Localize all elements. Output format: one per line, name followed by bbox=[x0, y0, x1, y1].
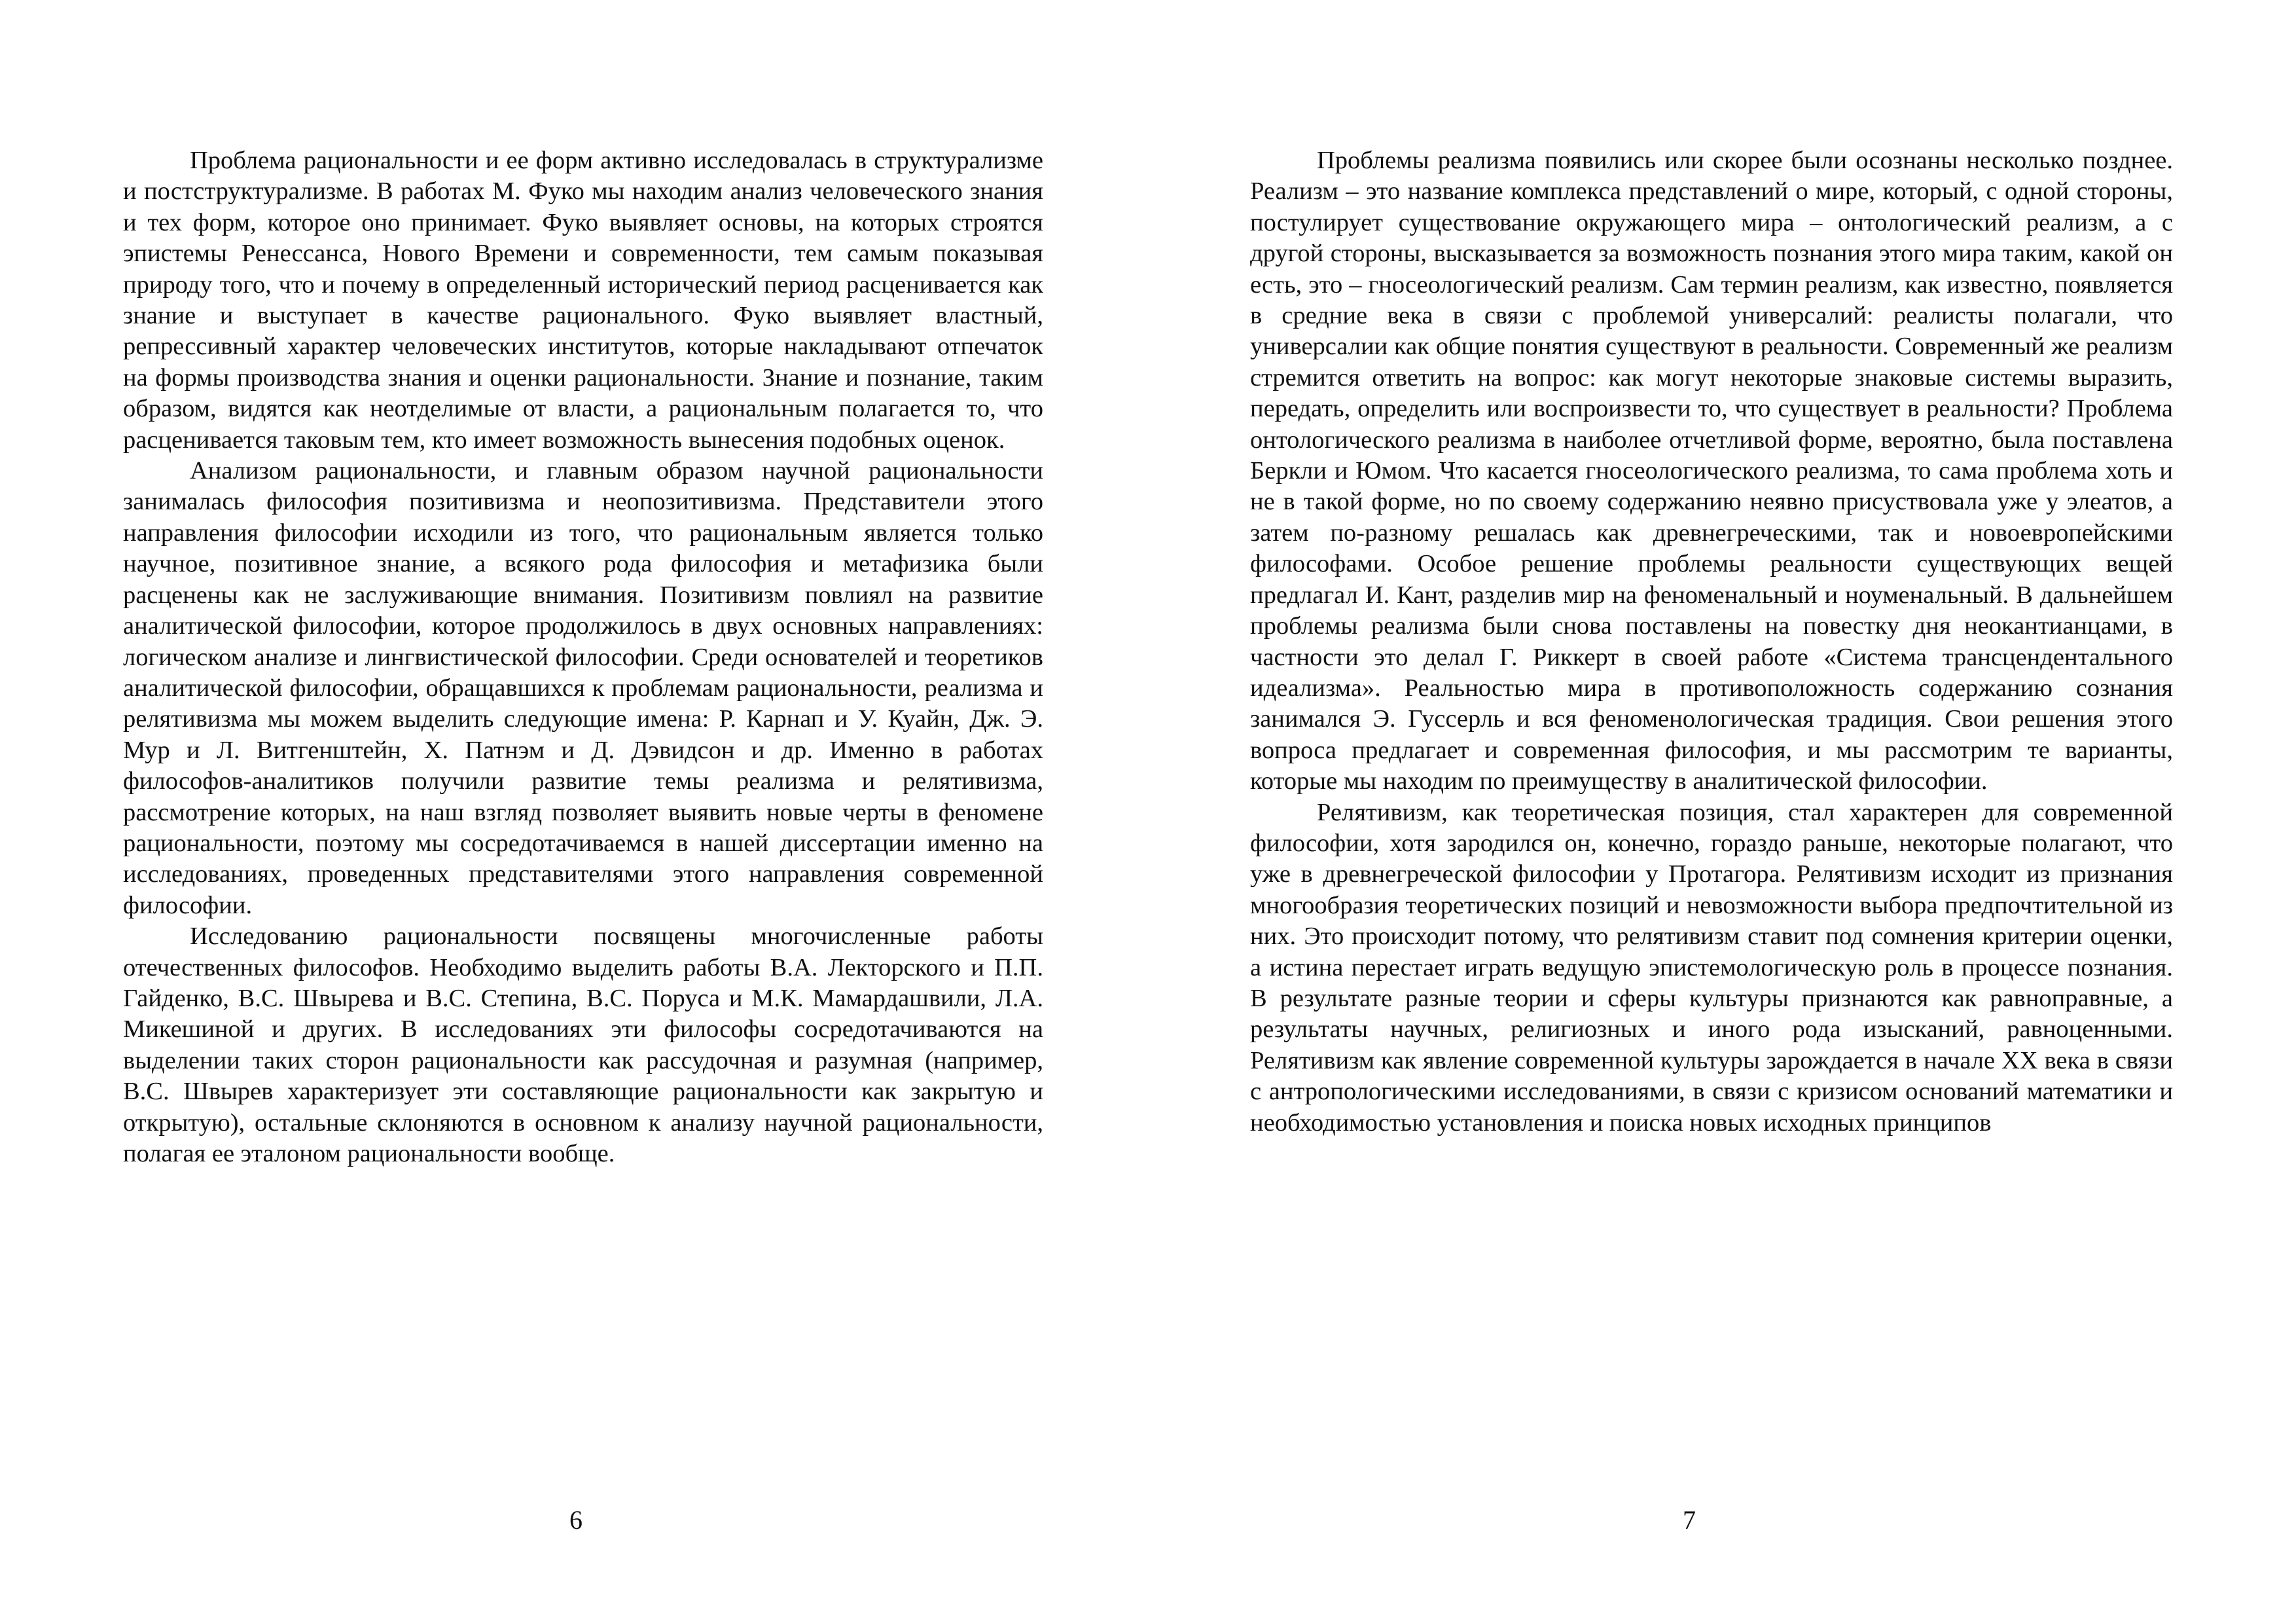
right-page-text bbox=[1250, 145, 2173, 1139]
paragraph: Проблема рациональности и ее форм активно исследовалась в структурализме и постструктурализме. В работах М. Фуко мы находим анализ человеческого знания и тех форм, которое оно принимает. Фуко выявляет основы, на которых строятся эпистемы Ренессанса, Нового Времени и современности, тем самым показывая природу того, что и почему в определенный исторический период расценивается как знание и выступает в качестве рационального. Фуко выявляет властный, репрессивный характер человеческих институтов, которые накладывают отпечаток на формы производства знания и оценки рациональности. Знание и познание, таким образом, видятся как неотделимые от власти, а рациональным полагается то, что расценивается таковым тем, кто имеет возможность вынесения подобных оценок. bbox=[123, 147, 1043, 454]
paragraph: Проблемы реализма появились или скорее были осознаны несколько позднее. Реализм – это название комплекса представлений о мире, который, с одной стороны, постулирует существование окружающего мира – онтологический реализм, а с другой стороны, высказывается за возможность познания этого мира таким, какой он есть, это – гносеологический реализм. Сам термин реализм, как известно, появляется в средние века в связи с проблемой универсалий: реалисты полагали, что универсалии как общие понятия существуют в реальности. Современный же реализм стремится ответить на вопрос: как могут некоторые знаковые системы выразить, передать, определить или воспроизвести то, что существует в реальности? Проблема онтологического реализма в наиболее отчетливой форме, вероятно, была поставлена Беркли и Юмом. Что касается гносеологического реализма, то сама проблема хоть и не в такой форме, но по своему содержанию неявно присуствовала уже у элеатов, а затем по-разному решалась как древнегреческими, так и новоевропейскими философами. Особое решение проблемы реальности существующих вещей предлагал И. Кант, разделив мир на феноменальный и ноуменальный. В дальнейшем проблемы реализма были снова поставлены на повестку дня неокантианцами, в частности это делал Г. Риккерт в своей работе «Система трансцендентального идеализма». Реальностью мира в противоположность содержанию сознания занимался Э. Гуссерль и вся феноменологическая традиция. Свои решения этого вопроса предлагает и современная философия, и мы рассмотрим те варианты, которые мы находим по преимуществу в аналитической философии. bbox=[1250, 147, 2173, 795]
page-number: 7 bbox=[1683, 1505, 1696, 1535]
left-page-text bbox=[123, 145, 1043, 1169]
page-number: 6 bbox=[569, 1505, 583, 1535]
paragraph: Исследованию рациональности посвящены многочисленные работы отечественных философов. Необходимо выделить работы В.А. Лекторского и П.П. Гайденко, В.С. Швырева и В.С. Степина, В.С. Поруса и М.К. Мамардашвили, Л.А. Микешиной и других. В исследованиях эти философы сосредотачиваются на выделении таких сторон рациональности как рассудочная и разумная (например, В.С. Швырев характеризует эти составляющие рациональности как закрытую и открытую), остальные склоняются в основном к анализу научной рациональности, полагая ее эталоном рациональности вообще. bbox=[123, 922, 1043, 1167]
paragraph: Анализом рациональности, и главным образом научной рациональности занималась философия позитивизма и неопозитивизма. Представители этого направления философии исходили из того, что рациональным является только научное, позитивное знание, а всякого рода философия и метафизика были расценены как не заслуживающие внимания. Позитивизм повлиял на развитие аналитической философии, которое продолжилось в двух основных направлениях: логическом анализе и лингвистической философии. Среди основателей и теоретиков аналитической философии, обращавшихся к проблемам рациональности, реализма и релятивизма мы можем выделить следующие имена: Р. Карнап и У. Куайн, Дж. Э. Мур и Л. Витгенштейн, Х. Патнэм и Д. Дэвидсон и др. Именно в работах философов-аналитиков получили развитие темы реализма и релятивизма, рассмотрение которых, на наш взгляд позволяет выявить новые черты в феномене рациональности, поэтому мы сосредотачиваемся в нашей диссертации именно на исследованиях, проведенных представителями этого направления современной философии. bbox=[123, 457, 1043, 919]
paragraph: Релятивизм, как теоретическая позиция, стал характерен для современной философии, хотя зародился он, конечно, гораздо раньше, некоторые полагают, что уже в древнегреческой философии у Протагора. Релятивизм исходит из признания многообразия теоретических позиций и невозможности выбора предпочтительной из них. Это происходит потому, что релятивизм ставит под сомнения критерии оценки, а истина перестает играть ведущую эпистемологическую роль в процессе познания. В результате разные теории и сферы культуры признаются как равноправные, а результаты научных, религиозных и иного рода изысканий, равноценными. Релятивизм как явление современной культуры зарождается в начале XX века в связи с антропологическими исследованиями, в связи с кризисом оснований математики и необходимостью установления и поиска новых исходных принципов bbox=[1250, 798, 2173, 1137]
right-page bbox=[1148, 0, 2296, 1623]
